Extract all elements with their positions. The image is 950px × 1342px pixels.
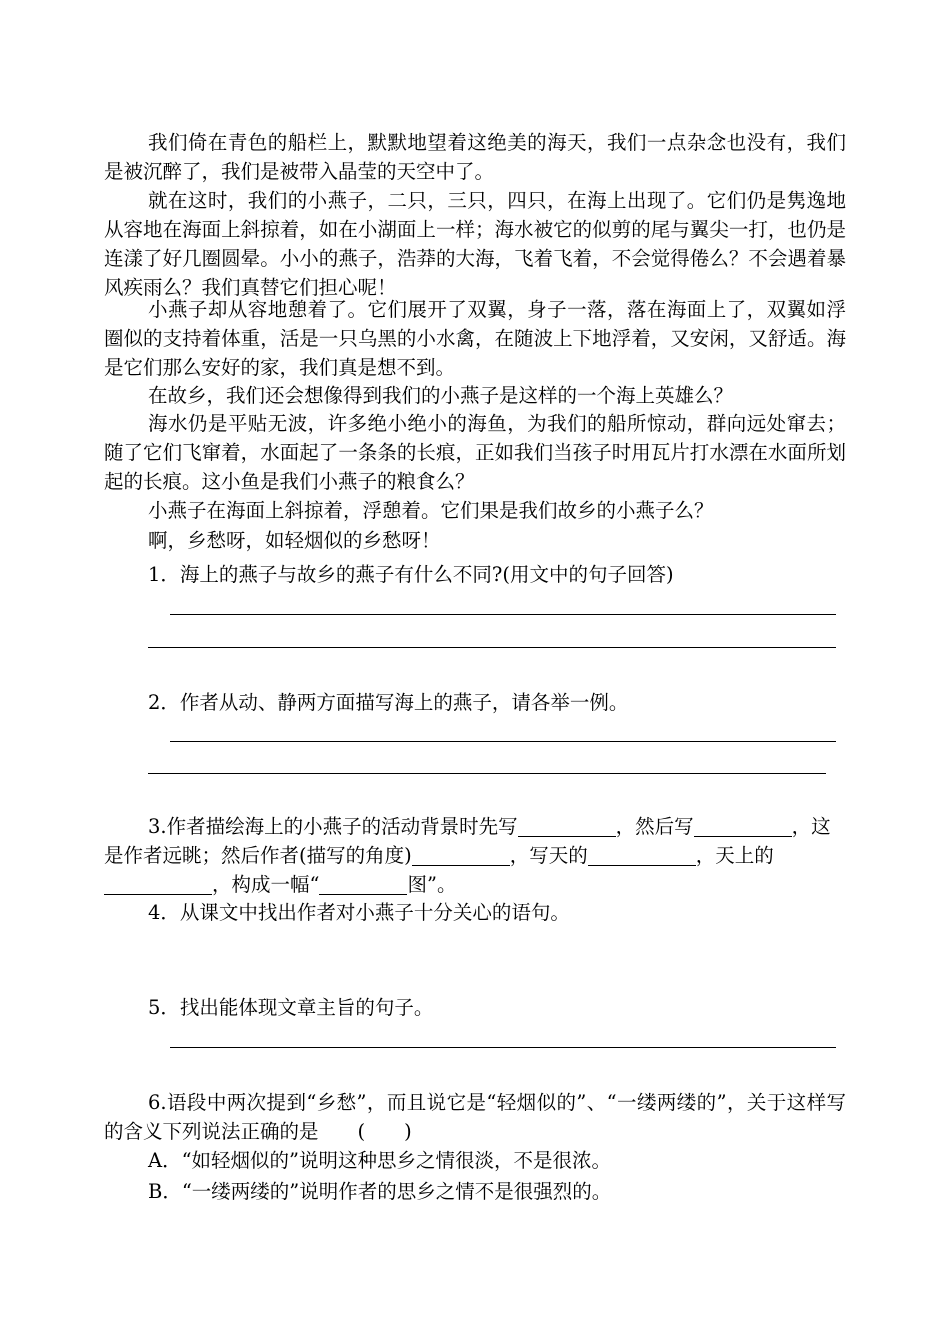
question-3-blank-2[interactable] — [694, 815, 782, 837]
passage-paragraph-6: 小燕子在海面上斜掠着，浮憩着。它们果是我们故乡的小燕子么？ — [148, 499, 714, 522]
question-6-stem: 6.语段中两次提到“乡愁”，而且说它是“轻烟似的”、“一缕两缕的”，关于这样写的含义下列说法正确的是 ( ) — [104, 1091, 846, 1143]
question-3-text-3: ，这是作者远眺；然后作者(描写的角度) — [104, 815, 831, 867]
passage-paragraph-5: 海水仍是平贴无波，许多绝小绝小的海鱼，为我们的船所惊动，群向远处窜去；随了它们飞窜着，水面起了一条条的长痕，正如我们当孩子时用瓦片打水漂在水面所划起的长痕。这小鱼是我们小燕子的粮食么？ — [104, 412, 846, 493]
answer-line-2b[interactable] — [148, 773, 826, 774]
question-4: 4．从课文中找出作者对小燕子十分关心的语句。 — [148, 901, 570, 924]
passage-paragraph-4: 在故乡，我们还会想像得到我们的小燕子是这样的一个海上英雄么？ — [148, 384, 734, 407]
question-3-blank-5[interactable] — [104, 873, 212, 895]
passage-paragraph-1: 我们倚在青色的船栏上，默默地望着这绝美的海天，我们一点杂念也没有，我们是被沉醉了，我们是被带入晶莹的天空中了。 — [104, 131, 846, 183]
passage-paragraph-2: 就在这时，我们的小燕子，二只，三只，四只，在海上出现了。它们仍是隽逸地从容地在海面上斜掠着，如在小湖面上一样；海水被它的似剪的尾与翼尖一打，也仍是连漾了好几圈圆晕。小小的燕子，浩莽的大海，飞着飞着，不会觉得倦么？不会遇着暴风疾雨么？我们真替它们担心呢！ — [104, 189, 846, 299]
answer-line-1a[interactable] — [170, 614, 836, 615]
question-3 — [104, 812, 846, 899]
question-2: 2．作者从动、静两方面描写海上的燕子，请各举一例。 — [148, 691, 629, 714]
passage-paragraph-7: 啊，乡愁呀，如轻烟似的乡愁呀！ — [148, 529, 441, 552]
question-5: 5．找出能体现文章主旨的句子。 — [148, 996, 434, 1019]
question-3-blank-3[interactable] — [412, 844, 510, 866]
question-3-text-4: ，写天的 — [509, 844, 588, 867]
question-3-text-2: ，然后写 — [615, 815, 694, 838]
question-3-blank-1[interactable] — [518, 815, 616, 837]
question-3-blank-2b[interactable] — [782, 815, 792, 837]
question-6-option-b[interactable]: B．“一缕两缕的”说明作者的思乡之情不是很强烈的。 — [148, 1180, 612, 1203]
question-3-text-6: ，构成一幅“ — [212, 873, 320, 896]
question-3-blank-4[interactable] — [588, 844, 696, 866]
answer-line-1b[interactable] — [148, 647, 836, 648]
passage-paragraph-3: 小燕子却从容地憩着了。它们展开了双翼，身子一落，落在海面上了，双翼如浮圈似的支持着体重，活是一只乌黑的小水禽，在随波上下地浮着，又安闲，又舒适。海是它们那么安好的家，我们真是想不到。 — [104, 298, 846, 379]
question-3-text-5: ，天上的 — [695, 844, 774, 867]
question-3-text-1: 3.作者描绘海上的小燕子的活动背景时先写 — [148, 815, 518, 838]
answer-line-2a[interactable] — [170, 741, 836, 742]
question-6-option-a[interactable]: A．“如轻烟似的”说明这种思乡之情很淡，不是很浓。 — [148, 1149, 612, 1172]
question-3-text-7: 图”。 — [407, 873, 457, 896]
answer-line-5[interactable] — [170, 1047, 836, 1048]
question-1: 1．海上的燕子与故乡的燕子有什么不同?(用文中的句子回答) — [148, 563, 674, 586]
question-3-blank-6[interactable] — [319, 873, 407, 895]
